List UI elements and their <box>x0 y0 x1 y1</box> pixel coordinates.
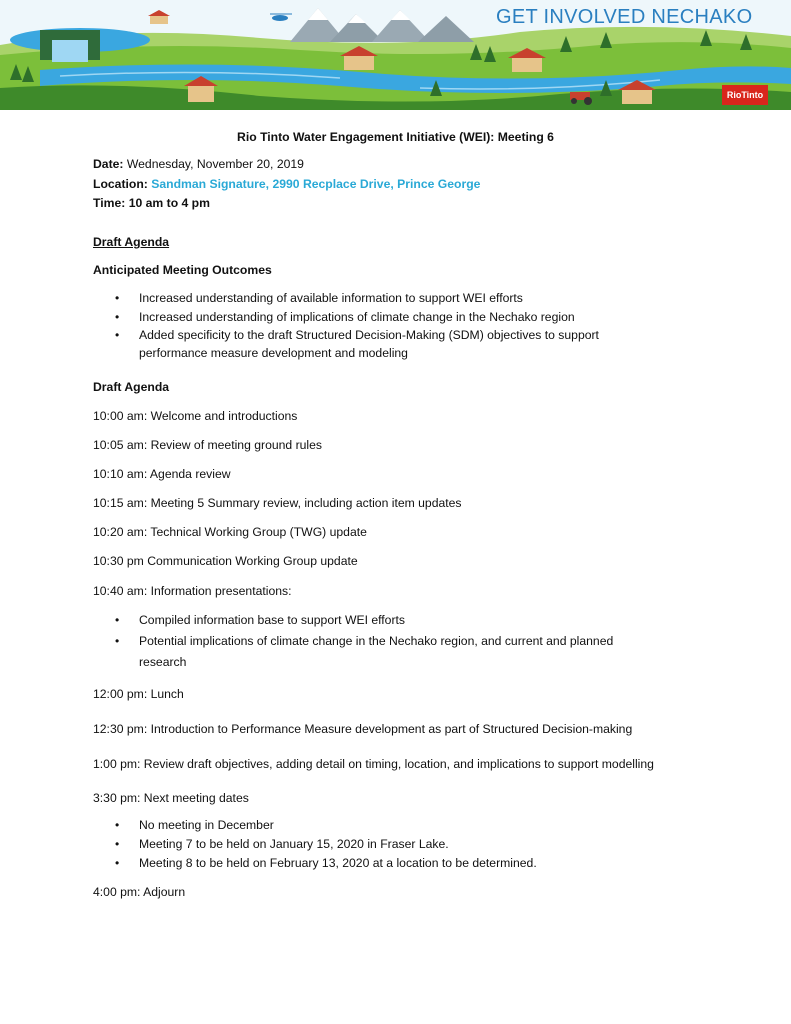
agenda-item: 12:30 pm: Introduction to Performance Measure development as part of Structured Decision-making <box>93 722 633 736</box>
list-item: • Added specificity to the draft Structured Decision-Making (SDM) objectives to support <box>115 328 599 342</box>
agenda-heading: Draft Agenda <box>93 380 170 394</box>
agenda-item: 10:00 am: Welcome and introductions <box>93 409 298 423</box>
agenda-item-adjourn: 4:00 pm: Adjourn <box>93 885 186 899</box>
date-value: Wednesday, November 20, 2019 <box>126 157 304 171</box>
list-item: • Increased understanding of implications of climate change in the Nechako region <box>115 310 575 324</box>
outcomes-heading: Anticipated Meeting Outcomes <box>93 263 272 277</box>
location-value[interactable]: Sandman Signature, 2990 Recplace Drive, Prince George <box>151 177 481 191</box>
agenda-item: 3:30 pm: Next meeting dates <box>93 791 249 805</box>
agenda-item: 10:15 am: Meeting 5 Summary review, including action item updates <box>93 496 462 510</box>
list-item-continuation: performance measure development and modeling <box>139 346 408 360</box>
location-line <box>93 177 480 191</box>
agenda-item: 10:30 pm Communication Working Group update <box>93 554 358 568</box>
time-label: Time: <box>93 196 126 210</box>
list-item-continuation: research <box>139 655 187 669</box>
agenda-item: 10:10 am: Agenda review <box>93 467 231 481</box>
banner-title: GET INVOLVED NECHAKO <box>496 6 753 28</box>
date-line <box>93 157 304 171</box>
agenda-item: 10:05 am: Review of meeting ground rules <box>93 438 322 452</box>
list-item: • Increased understanding of available information to support WEI efforts <box>115 291 523 305</box>
draft-agenda-heading: Draft Agenda <box>93 235 170 249</box>
time-value: 10 am to 4 pm <box>128 196 210 210</box>
list-item: • Compiled information base to support WEI efforts <box>115 613 405 627</box>
list-item: • Potential implications of climate change in the Nechako region, and current and planned <box>115 634 614 648</box>
date-label: Date: <box>93 157 124 171</box>
list-item: • Meeting 7 to be held on January 15, 2020 in Fraser Lake. <box>115 837 449 851</box>
meeting-title: Rio Tinto Water Engagement Initiative (WEI): Meeting 6 <box>237 130 554 144</box>
time-line <box>93 196 210 210</box>
list-item: • No meeting in December <box>115 818 274 832</box>
brand-logo: RioTinto <box>722 85 768 105</box>
agenda-item: 10:40 am: Information presentations: <box>93 584 292 598</box>
agenda-item: 12:00 pm: Lunch <box>93 687 184 701</box>
agenda-item: 1:00 pm: Review draft objectives, adding detail on timing, location, and implications to support modelling <box>93 757 654 771</box>
agenda-item: 10:20 am: Technical Working Group (TWG) update <box>93 525 367 539</box>
location-label: Location: <box>93 177 148 191</box>
list-item: • Meeting 8 to be held on February 13, 2020 at a location to be determined. <box>115 856 537 870</box>
